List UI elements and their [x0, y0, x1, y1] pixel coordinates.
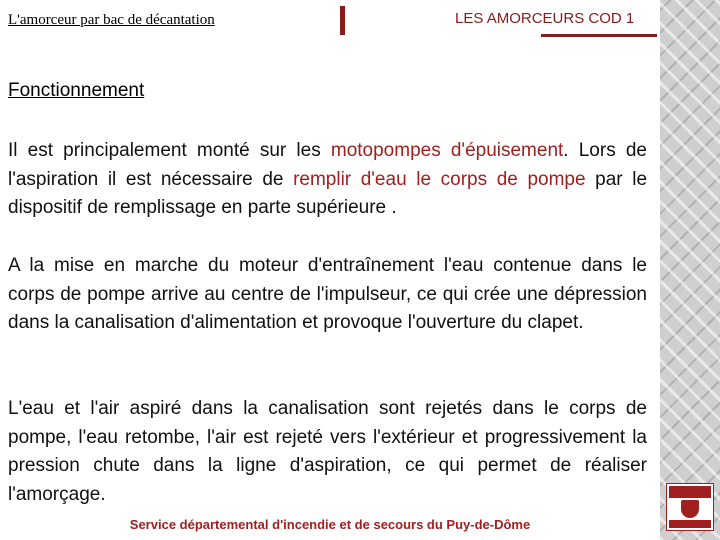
footer	[0, 517, 660, 532]
logo-shield-icon	[681, 500, 699, 518]
paragraph-3: L'eau et l'air aspiré dans la canalisation sont rejetés dans le corps de pompe, l'eau retombe, l'air est rejeté vers l'extérieur et progressivement la pression chute dans la ligne d'aspiration, ce qui permet de réaliser l'amorçage.	[8, 398, 647, 505]
paragraph-1	[8, 137, 647, 223]
paragraph-1-highlight-1: motopompes d'épuisement	[330, 140, 564, 161]
paragraph-2: A la mise en marche du moteur d'entraînement l'eau contenue dans le corps de pompe arrive au centre de l'impulseur, ce qui crée une dépression dans la canalisation d'alimentation et provoque l'ouverture du clapet.	[8, 255, 647, 333]
slide-title: L'amorceur par bac de décantation	[8, 12, 215, 28]
sdis-logo-icon	[666, 483, 714, 531]
course-title: LES AMORCEURS COD 1	[455, 10, 635, 27]
paragraph-1-text-3: par le dispositif de remplissage en parte supérieure .	[8, 168, 648, 218]
paragraph-1-highlight-2: remplir d'eau le corps de pompe	[293, 168, 586, 190]
logo-bottom-band	[669, 520, 711, 528]
footer-text: Service départemental d'incendie et de secours du Puy-de-Dôme	[129, 517, 531, 532]
course-title-underline	[541, 34, 657, 37]
paragraph-1-text-2: . Lors de l'aspiration il est nécessaire de	[8, 140, 647, 190]
logo-top-band	[669, 486, 711, 498]
paragraph-1-text-1: Il est principalement monté sur les	[8, 140, 331, 161]
section-heading: Fonctionnement	[8, 80, 145, 101]
title-divider-bar	[340, 6, 345, 35]
decorative-side-panel	[660, 0, 720, 540]
